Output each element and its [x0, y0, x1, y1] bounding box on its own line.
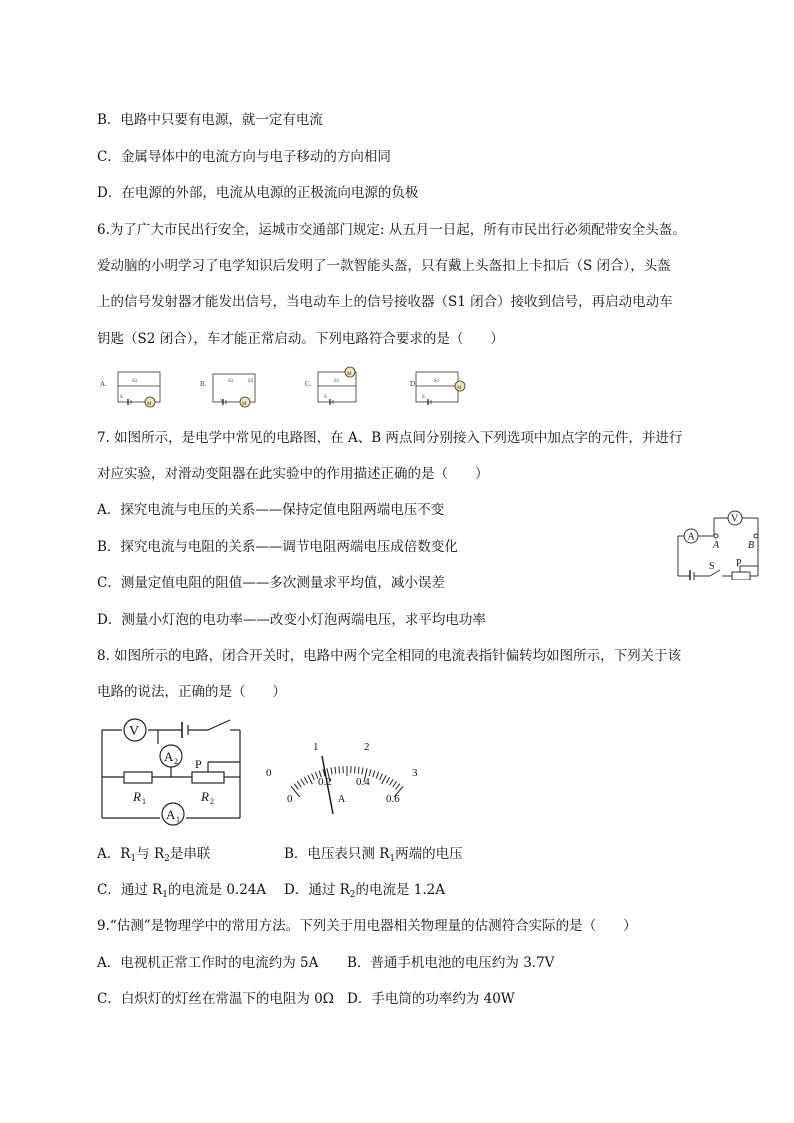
q5-option-d: D．在电源的外部，电流从电源的正极流向电源的负极 [97, 185, 419, 201]
meter-tick [355, 766, 356, 773]
q6-switch-s1-b: S1 [228, 379, 234, 384]
q8-ammeter-a2-icon: A [164, 749, 174, 764]
q6-switch-s-b: S [220, 399, 223, 404]
q8-r1-label: R [133, 789, 141, 804]
q8-r2-label: R [201, 789, 209, 804]
q6-switch-s1-a: S1 [132, 379, 138, 384]
q7-point-b: B [748, 540, 755, 551]
q8-meter-bottom-04: 0.4 [356, 776, 370, 788]
q7-voltmeter-icon: V [731, 513, 739, 525]
q6-option-d-label[interactable]: D. [410, 380, 417, 388]
q7-circuit-diagram [670, 508, 770, 580]
q7-option-a: A．探究电流与电压的关系——保持定值电阻两端电压不变 [97, 502, 445, 518]
meter-tick [362, 768, 363, 775]
q8-option-c: C．通过 $R_1$的电流是 0.24A [97, 882, 267, 900]
q6-circuit-options [98, 362, 478, 408]
q9-option-c: C．白炽灯的灯丝在常温下的电阻为 0Ω [97, 991, 334, 1007]
q6-switch-s1-d: S1 [434, 379, 440, 384]
q8-meter-bottom-06: 0.6 [386, 793, 400, 805]
q8-circuit-diagram [98, 714, 248, 830]
q6-motor-a: M [147, 402, 152, 407]
q8-ammeter-dial [262, 734, 432, 820]
q8-option-d: D．通过 $R_2$的电流是 1.2A [284, 882, 446, 900]
q8-ammeter-a1-icon: A [166, 807, 176, 822]
q9-option-a: A．电视机正常工作时的电流约为 5A [97, 955, 319, 971]
q8-r1-subscript: 1 [142, 797, 146, 806]
q6-switch-s-c: S [324, 395, 327, 400]
q6-option-b-label[interactable]: B. [200, 380, 207, 388]
q8-meter-unit: A [338, 794, 346, 805]
q8-stem-line2: 电路的说法，正确的是（ ） [97, 684, 286, 700]
meter-tick [331, 768, 332, 775]
q8-stem-line1: 8. 如图所示的电路，闭合开关时，电路中两个完全相同的电流表指针偏转均如图所示，下列关于该 [97, 648, 682, 664]
q7-stem-line2: 对应实验，对滑动变阻器在此实验中的作用描述正确的是（ ） [97, 466, 489, 482]
q9-stem: 9.“估测”是物理学中的常用方法。下列关于用电器相关物理量的估测符合实际的是（ ） [97, 918, 637, 934]
meter-tick [297, 781, 301, 787]
q6-option-a-label[interactable]: A. [100, 380, 107, 388]
meter-tick [312, 774, 315, 780]
q8-slider-p: P [195, 757, 202, 771]
q7-option-d: D．测量小灯泡的电功率——改变小灯泡两端电压，求平均电功率 [97, 612, 486, 628]
meter-tick [308, 775, 312, 784]
meter-tick [301, 779, 305, 785]
q8-meter-bottom-02: 0.2 [318, 776, 332, 788]
meter-tick [393, 781, 397, 787]
q9-option-b: B．普通手机电池的电压约为 3.7V [347, 955, 555, 971]
q8-a1-subscript: 1 [176, 815, 180, 824]
meter-tick [304, 777, 307, 783]
q8-r2-subscript: 2 [210, 797, 214, 806]
q8-meter-top-1: 1 [313, 741, 319, 753]
q8-option-a: A．$R_1$与 $R_2$是串联 [97, 846, 211, 864]
q8-meter-bottom-0: 0 [287, 793, 293, 805]
q6-stem-line1: 6.为了广大市民出行安全，运城市交通部门规定: 从五月一日起，所有市民出行必须配带安全头盔。 [97, 222, 686, 238]
q6-option-c-label[interactable]: C. [305, 380, 312, 388]
q6-stem-line4: 钥匙（S2 闭合），车才能正常启动。下列电路符合要求的是（ ） [97, 331, 504, 347]
q8-voltmeter-icon: V [129, 724, 140, 739]
meter-tick [386, 777, 389, 783]
meter-tick [380, 774, 383, 780]
q9-option-d: D．手电筒的功率约为 40W [347, 991, 515, 1007]
q7-point-a: A [713, 540, 720, 551]
q7-stem-line1: 7. 如图所示，是电学中常见的电路图，在 A、B 两点间分别接入下列选项中加点字的元件，并进行 [97, 430, 683, 446]
q8-option-b: B．电压表只测 $R_1$两端的电压 [284, 846, 463, 864]
meter-tick [390, 779, 394, 785]
q7-ammeter-icon: A [687, 531, 695, 543]
meter-tick [294, 784, 298, 790]
q6-switch-s2-b: S2 [248, 379, 254, 384]
meter-tick [339, 766, 340, 773]
q8-meter-top-0: 0 [266, 767, 272, 779]
meter-tick [335, 767, 336, 774]
q5-option-c: C．金属导体中的电流方向与电子移动的方向相同 [97, 149, 391, 165]
q7-option-b: B．探究电流与电阻的关系——调节电阻两端电压成倍数变化 [97, 539, 458, 555]
q7-slider-label: P [736, 558, 742, 569]
meter-tick [382, 775, 386, 784]
meter-tick [396, 784, 400, 790]
q6-switch-s-a: S [120, 395, 123, 400]
q6-motor-b: M [242, 402, 247, 407]
q8-meter-top-2: 2 [364, 741, 370, 753]
q6-switch-s-d: S [422, 395, 425, 400]
meter-tick [376, 772, 379, 779]
q7-switch-label: S [709, 561, 715, 572]
meter-tick [373, 771, 375, 778]
q6-stem-line2: 爱动脑的小明学习了电学知识后发明了一款智能头盔，只有戴上头盔扣上卡扣后（S 闭合），头盔 [97, 258, 671, 274]
meter-tick [358, 767, 359, 774]
q7-option-c: C．测量定值电阻的阻值——多次测量求平均值，减小误差 [97, 575, 445, 591]
q8-a2-subscript: 2 [174, 757, 178, 766]
q8-meter-top-3: 3 [412, 767, 418, 779]
q6-motor-c: M [347, 372, 352, 377]
q6-stem-line3: 上的信号发射器才能发出信号，当电动车上的信号接收器（S1 闭合）接收到信号，再启动电动车 [97, 294, 673, 310]
q6-motor-d: M [457, 386, 462, 391]
q6-switch-s1-c: S1 [334, 379, 340, 384]
q5-option-b: B．电路中只要有电源，就一定有电流 [97, 112, 323, 128]
